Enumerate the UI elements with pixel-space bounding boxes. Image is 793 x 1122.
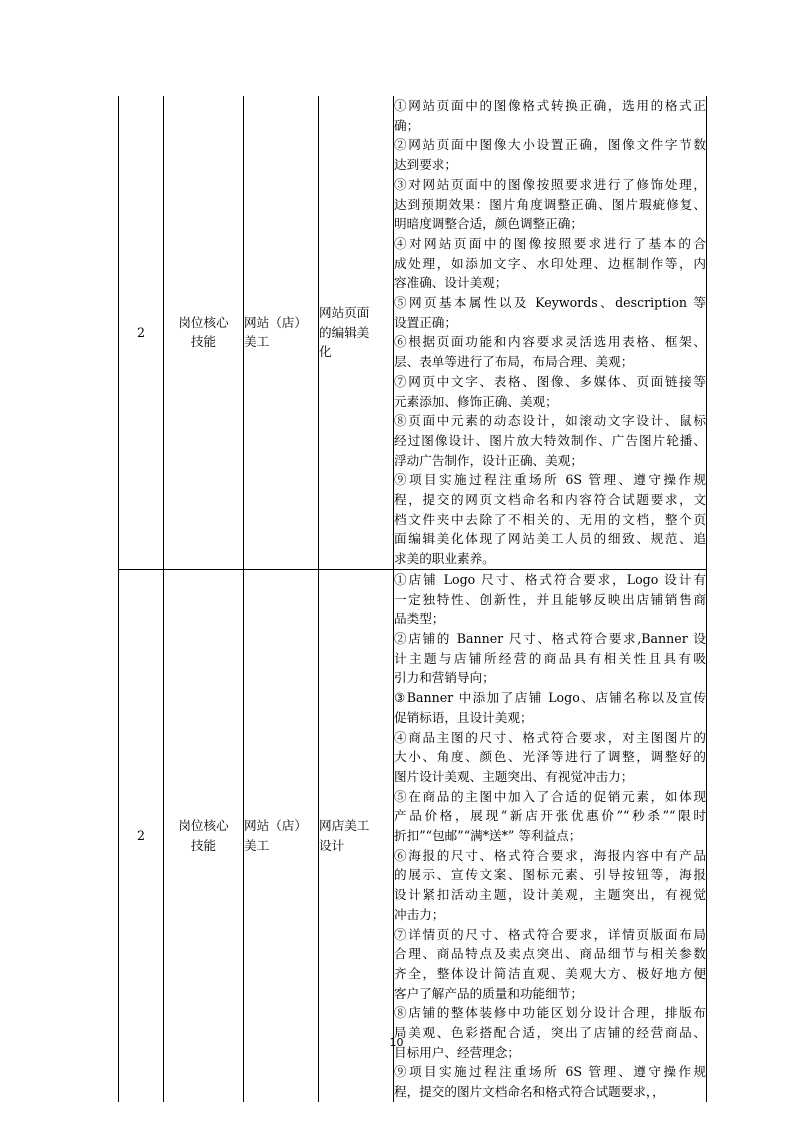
criteria-line: 达到要求；: [394, 157, 457, 173]
criteria-line: 设置正确；: [394, 314, 457, 330]
job-cell: [244, 96, 319, 569]
criteria-line: 确；: [394, 117, 420, 133]
criteria-line: ⑦详情页的尺寸、格式符合要求，详情页版面布局: [394, 926, 706, 942]
criteria-line: 品类型；: [394, 611, 445, 627]
module-cell: [319, 96, 394, 569]
criteria-line: 经过图像设计、图片放大特效制作、广告图片轮播、: [394, 432, 706, 448]
criteria-line: 局美观、色彩搭配合适，突出了店铺的经营商品、: [394, 1025, 706, 1041]
table-row: [119, 96, 707, 569]
criteria-line: 促销标语，且设计美观；: [394, 709, 533, 725]
criteria-line: ⑨项目实施过程注重场所 6S 管理、遵守操作规: [394, 1064, 706, 1080]
criteria-table: [118, 96, 707, 1102]
category-line: 岗位核心: [178, 818, 229, 834]
module-line: 化: [319, 344, 332, 360]
job-line: 美工: [244, 334, 270, 350]
category-line: 技能: [190, 837, 217, 853]
job-line: 美工: [244, 837, 270, 853]
criteria-line: ⑧页面中元素的动态设计，如滚动文字设计、鼠标: [394, 413, 706, 429]
criteria-line: 元素添加、修饰正确、美观；: [394, 393, 558, 409]
criteria-line: ②店铺的 Banner 尺寸、格式符合要求,Banner 设: [394, 630, 706, 646]
criteria-line: 计主题与店铺所经营的商品具有相关性且具有吸: [394, 650, 706, 666]
page-number: 10: [389, 1036, 404, 1049]
criteria-line: 设计紧扣活动主题，设计美观，主题突出，有视觉: [394, 887, 706, 903]
criteria-line: ①网站页面中的图像格式转换正确，选用的格式正: [394, 98, 706, 113]
criteria-line: 目标用户、经营理念；: [394, 1044, 520, 1060]
module-line: 网店美工: [319, 818, 370, 834]
criteria-line: 客户了解产品的质量和功能细节；: [394, 985, 583, 1001]
criteria-line: 的展示、宣传文案、图标元素、引导按钮等，海报: [394, 867, 706, 883]
module-line: 设计: [319, 837, 345, 853]
criteria-line: 程，提交的图片文档命名和格式符合试题要求，，: [394, 1084, 665, 1100]
criteria-line: 成处理，如添加文字、水印处理、边框制作等，内: [394, 255, 706, 271]
criteria-line: ②网站页面中图像大小设置正确，图像文件字节数: [394, 137, 706, 153]
criteria-line: ③对网站页面中的图像按照要求进行了修饰处理，: [394, 176, 706, 192]
job-line: 网站（店）: [244, 314, 307, 330]
criteria-line: 明暗度调整合适，颜色调整正确；: [394, 216, 583, 232]
criteria-line: 齐全，整体设计简洁直观、美观大方、极好地方便: [394, 965, 706, 981]
job-cell: [244, 569, 319, 1101]
criteria-line: 容准确、设计美观；: [394, 275, 508, 291]
criteria-line: 引力和营销导向；: [394, 670, 495, 686]
criteria-line: 折扣”“包邮”“满*送*” 等利益点；: [394, 828, 582, 844]
criteria-line: 大小、角度、颜色、光泽等进行了调整，调整好的: [394, 749, 706, 765]
criteria-line: 层、表单等进行了布局，布局合理、美观；: [394, 354, 634, 370]
criteria-line: ⑥根据页面功能和内容要求灵活选用表格、框架、: [394, 334, 706, 350]
criteria-line: ①店铺 Logo 尺寸、格式符合要求，Logo 设计有: [394, 571, 706, 587]
criteria-line: 图片设计美观、主题突出、有视觉冲击力；: [394, 768, 634, 784]
criteria-line: 档文件夹中去除了不相关的、无用的文档，整个页: [394, 511, 706, 527]
module-line: 网站页面: [319, 304, 370, 320]
category-cell: [164, 569, 244, 1101]
criteria-line: ③Banner 中添加了店铺 Logo、店铺名称以及宣传: [394, 690, 706, 706]
criteria-line: 一定独特性、创新性，并且能够反映出店铺销售商: [394, 591, 706, 607]
category-cell: [164, 96, 244, 569]
criteria-line: 程，提交的网页文档命名和内容符合试题要求，文: [394, 492, 706, 508]
criteria-cell: [394, 96, 707, 569]
criteria-line: 达到预期效果：图片角度调整正确、图片瑕疵修复、: [394, 196, 706, 212]
module-line: 的编辑美: [319, 324, 370, 340]
module-cell: [319, 569, 394, 1101]
criteria-line: ⑦网页中文字、表格、图像、多媒体、页面链接等: [394, 373, 706, 389]
criteria-line: ④对网站页面中的图像按照要求进行了基本的合: [394, 235, 706, 251]
criteria-cell: [394, 569, 707, 1101]
criteria-line: ⑤在商品的主图中加入了合适的促销元素，如体现: [394, 788, 706, 804]
row-number: 2: [119, 569, 164, 1101]
criteria-line: ⑤网页基本属性以及 Keywords、description 等: [394, 295, 706, 311]
criteria-line: 浮动广告制作，设计正确、美观；: [394, 452, 583, 468]
criteria-line: 合理、商品特点及卖点突出、商品细节与相关参数: [394, 946, 706, 962]
category-line: 技能: [190, 334, 217, 350]
criteria-line: ④商品主图的尺寸、格式符合要求，对主图图片的: [394, 729, 706, 745]
criteria-line: 冲击力；: [394, 906, 445, 922]
criteria-line: 产品价格，展现“新店开张优惠价”“秒杀”“限时: [394, 808, 706, 824]
criteria-line: ⑥海报的尺寸、格式符合要求，海报内容中有产品: [394, 847, 706, 863]
category-line: 岗位核心: [178, 314, 229, 330]
criteria-line: ⑨项目实施过程注重场所 6S 管理、遵守操作规: [394, 472, 706, 488]
row-number: 2: [119, 96, 164, 569]
criteria-line: 面编辑美化体现了网站美工人员的细致、规范、追: [394, 531, 706, 547]
criteria-line: 求美的职业素养。: [394, 551, 495, 567]
criteria-line: ⑧店铺的整体装修中功能区划分设计合理，排版布: [394, 1005, 706, 1021]
table-row: [119, 569, 707, 1101]
job-line: 网站（店）: [244, 818, 307, 834]
